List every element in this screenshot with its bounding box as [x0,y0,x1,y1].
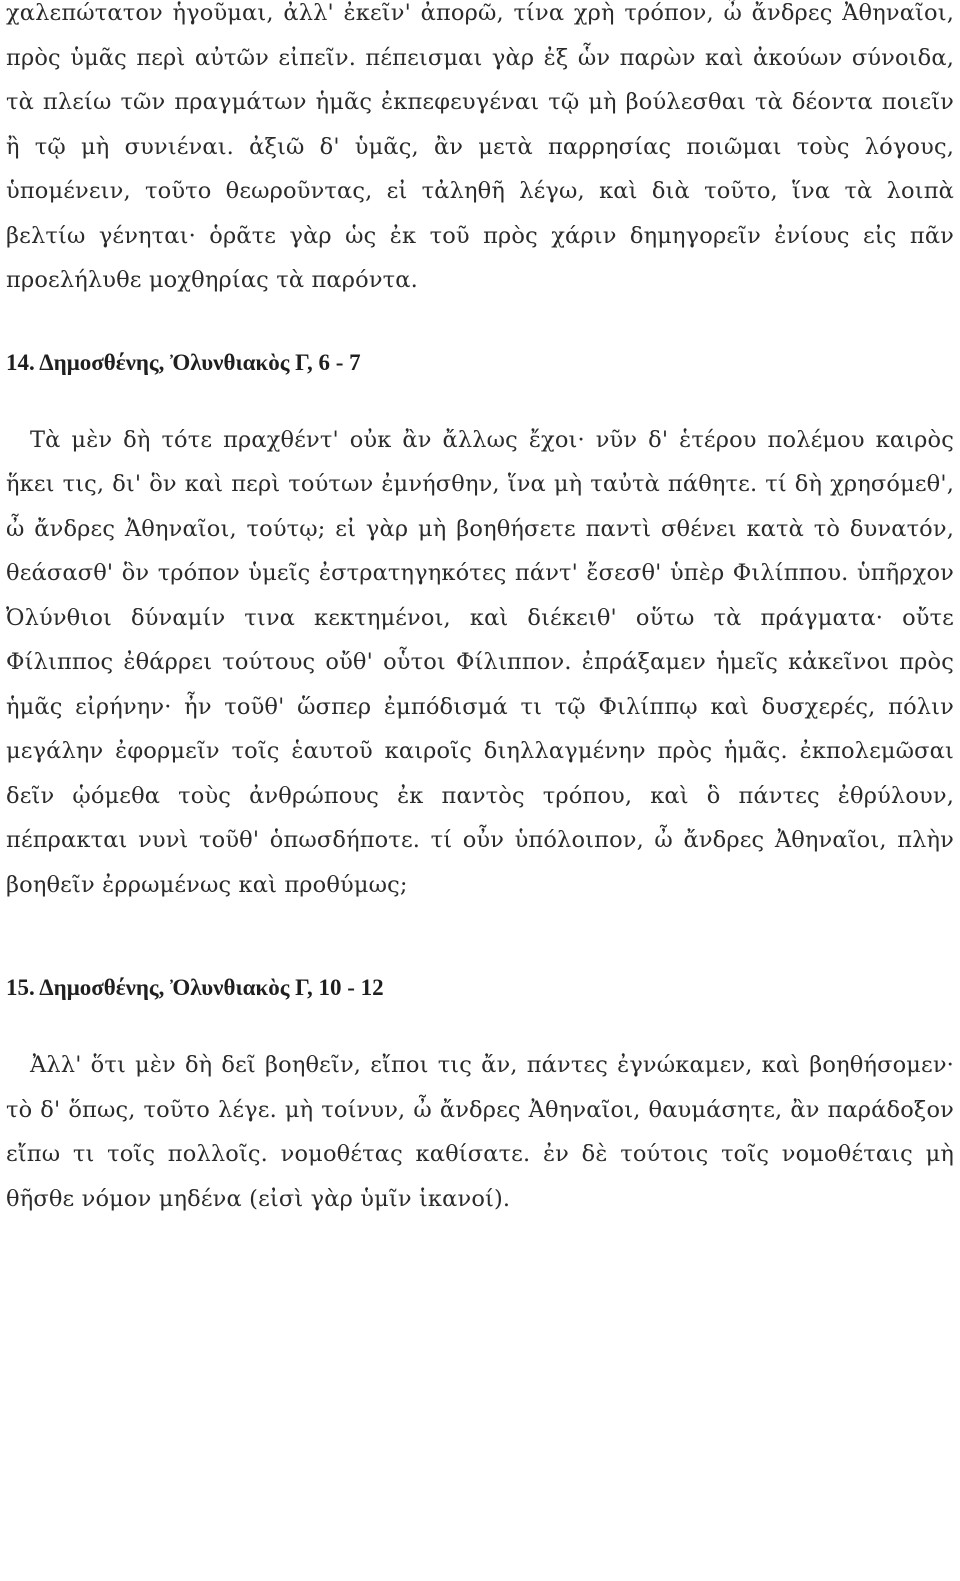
passage-13-continuation: χαλεπώτατον ἡγοῦμαι, ἀλλ' ἐκεῖν' ἀπορῶ, τίνα χρὴ τρόπον, ὦ ἄνδρες Ἀθηναῖοι, πρὸς ὑμᾶς περὶ αὐτῶν εἰπεῖν. πέπεισμαι γὰρ ἐξ ὧν παρὼν καὶ ἀκούων σύνοιδα, τὰ πλείω τῶν πραγμάτων ἡμᾶς ἐκπεφευγέναι τῷ μὴ βούλεσθαι τὰ δέοντα ποιεῖν ἢ τῷ μὴ συνιέναι. ἀξιῶ δ' ὑμᾶς, ἂν μετὰ παρρησίας ποιῶμαι τοὺς λόγους, ὑπομένειν, τοῦτο θεωροῦντας, εἰ τἀληθῆ λέγω, καὶ διὰ τοῦτο, ἵνα τὰ λοιπὰ βελτίω γένηται· ὁρᾶτε γὰρ ὡς ἐκ τοῦ πρὸς χάριν δημηγορεῖν ἐνίους εἰς πᾶν προελήλυθε μοχθηρίας τὰ παρόντα. [6,0,954,293]
section-15-text: Ἀλλ' ὅτι μὲν δὴ δεῖ βοηθεῖν, εἴποι τις ἄν, πάντες ἐγνώκαμεν, καὶ βοηθήσομεν· τὸ δ' ὅπως, τοῦτο λέγε. μὴ τοίνυν, ὦ ἄνδρες Ἀθηναῖοι, θαυμάσητε, ἂν παράδοξον εἴπω τι τοῖς πολλοῖς. νομοθέτας καθίσατε. ἐν δὲ τούτοις τοῖς νομοθέταις μὴ θῆσθε νόμον μηδένα (εἰσὶ γὰρ ὑμῖν ἱκανοί). [6,1052,954,1212]
section-14-heading: 14. Δημοσθένης, Ὀλυνθιακὸς Γ, 6 - 7 [6,349,361,375]
section-15-heading: 15. Δημοσθένης, Ὀλυνθιακὸς Γ, 10 - 12 [6,975,384,1000]
document-page [6,0,954,1221]
section-14-text: Τὰ μὲν δὴ τότε πραχθέντ' οὐκ ἂν ἄλλως ἔχοι· νῦν δ' ἑτέρου πολέμου καιρὸς ἥκει τις, δι' ὃν καὶ περὶ τούτων ἐμνήσθην, ἵνα μὴ ταὐτὰ πάθητε. τί δὴ χρησόμεθ', ὦ ἄνδρες Ἀθηναῖοι, τούτῳ; εἰ γὰρ μὴ βοηθήσετε παντὶ σθένει κατὰ τὸ δυνατόν, θεάσασθ' ὃν τρόπον ὑμεῖς ἐστρατηγηκότες πάντ' ἔσεσθ' ὑπὲρ Φιλίππου. ὑπῆρχον Ὀλύνθιοι δύναμίν τινα κεκτημένοι, καὶ διέκειθ' οὕτω τὰ πράγματα· οὔτε Φίλιππος ἐθάρρει τούτους οὔθ' οὗτοι Φίλιππον. ἐπράξαμεν ἡμεῖς κἀκεῖνοι πρὸς ἡμᾶς εἰρήνην· ἦν τοῦθ' ὥσπερ ἐμπόδισμά τι τῷ Φιλίππῳ καὶ δυσχερές, πόλιν μεγάλην ἐφορμεῖν τοῖς ἑαυτοῦ καιροῖς διηλλαγμένην πρὸς ἡμᾶς. ἐκπολεμῶσαι δεῖν ᾡόμεθα τοὺς ἀνθρώπους ἐκ παντὸς τρόπου, καὶ ὃ πάντες ἐθρύλουν, πέπρακται νυνὶ τοῦθ' ὁπωσδήποτε. τί οὖν ὑπόλοιπον, ὦ ἄνδρες Ἀθηναῖοι, πλὴν βοηθεῖν ἐρρωμένως καὶ προθύμως; [6,426,954,898]
